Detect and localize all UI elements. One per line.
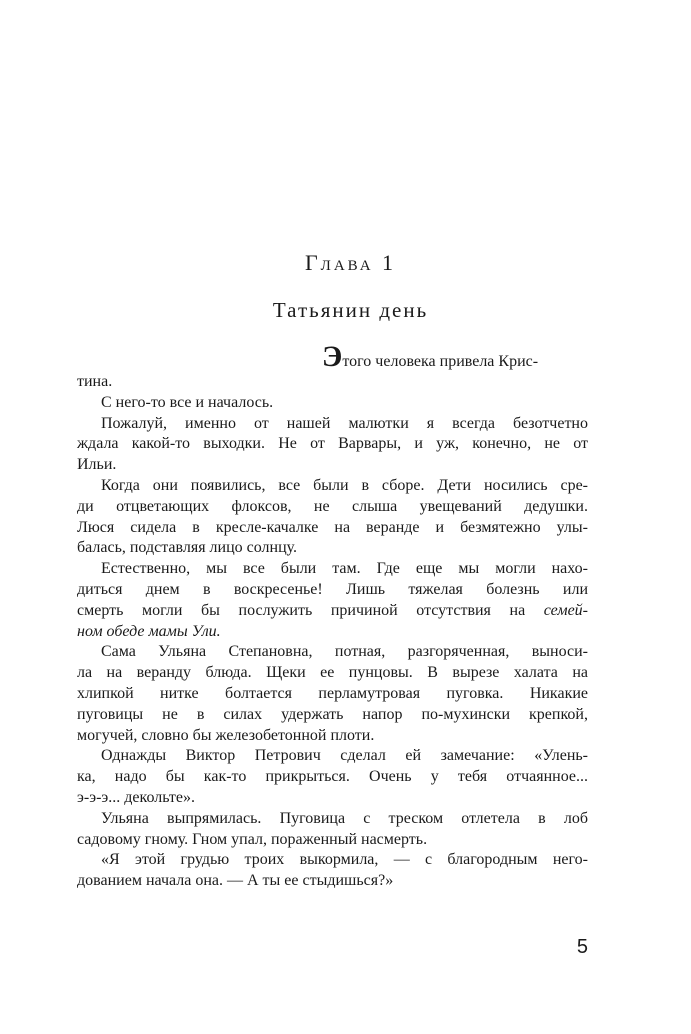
paragraph-3-line-2: ждала какой-то выходки. Не от Варвары, и уж, конечно, не от xyxy=(77,435,588,453)
paragraph-9-line-1: «Я этой грудью троих выкормила, — с благородным него- xyxy=(101,851,588,869)
paragraph-4-line-4: балась, подставляя лицо солнцу. xyxy=(77,539,298,557)
paragraph-4-line-3: Люся сидела в кресле-качалке на веранде и безмятежно улы- xyxy=(77,518,588,536)
paragraph-7-line-1: Однажды Виктор Петрович сделал ей замечание: «Улень- xyxy=(101,747,588,765)
paragraph-4-line-2: ди отцветающих флоксов, не слыша увещеваний дедушки. xyxy=(77,497,588,515)
paragraph-3-line-1: Пожалуй, именно от нашей малютки я всегда безотчетно xyxy=(101,414,588,432)
paragraph-5-line-3-italic: семей- xyxy=(543,601,588,619)
paragraph-6-line-1: Сама Ульяна Степановна, потная, разгоряченная, выноси- xyxy=(101,643,588,661)
paragraph-2-line-1: С него-то все и началось. xyxy=(101,393,274,411)
paragraph-6-line-5: могучей, словно бы железобетонной плоти. xyxy=(77,726,375,744)
chapter-label: Глава 1 xyxy=(304,250,397,275)
paragraph-1-line-2: тина. xyxy=(77,373,113,390)
paragraph-3-line-3: Ильи. xyxy=(77,456,117,474)
paragraph-6-line-2: ла на веранду блюда. Щеки ее пунцовы. В вырезе халата на xyxy=(77,664,588,682)
paragraph-6-line-3: хлипкой нитке болтается перламутровая пуговка. Никакие xyxy=(77,684,588,702)
paragraph-8-line-1: Ульяна выпрямилась. Пуговица с треском отлетела в лоб xyxy=(101,809,588,827)
paragraph-5-line-4: ном обеде мамы Ули. xyxy=(77,622,221,640)
paragraph-5-line-3 xyxy=(77,601,588,622)
paragraph-6-line-4: пуговицы не в силах удержать напор по-мухински крепкой, xyxy=(77,705,588,723)
paragraph-5-line-2: диться днем в воскресенье! Лишь тяжелая болезнь или xyxy=(77,580,588,598)
paragraph-9-line-2: дованием начала она. — А ты ее стыдишься?» xyxy=(77,872,394,890)
page-number: 5 xyxy=(576,936,588,958)
paragraph-5-line-1: Естественно, мы все были там. Где еще мы могли нахо- xyxy=(101,560,588,578)
paragraph-1-line-1 xyxy=(77,342,588,372)
paragraph-1-text: того человека привела Крис- xyxy=(342,353,539,370)
paragraph-4-line-1: Когда они появились, все были в сборе. Дети носились сре- xyxy=(101,476,588,494)
paragraph-7-line-2: ка, надо бы как-то прикрыться. Очень у тебя отчаянное... xyxy=(77,768,588,786)
paragraph-7-line-3: э-э-э... декольте». xyxy=(77,788,196,806)
body-text xyxy=(77,342,588,892)
drop-initial: Э xyxy=(322,340,343,373)
paragraph-5-line-3-text: смерть могли бы послужить причиной отсутствия на xyxy=(77,601,544,619)
chapter-title: Татьянин день xyxy=(272,298,429,322)
paragraph-8-line-2: садовому гному. Гном упал, пораженный насмерть. xyxy=(77,830,428,848)
